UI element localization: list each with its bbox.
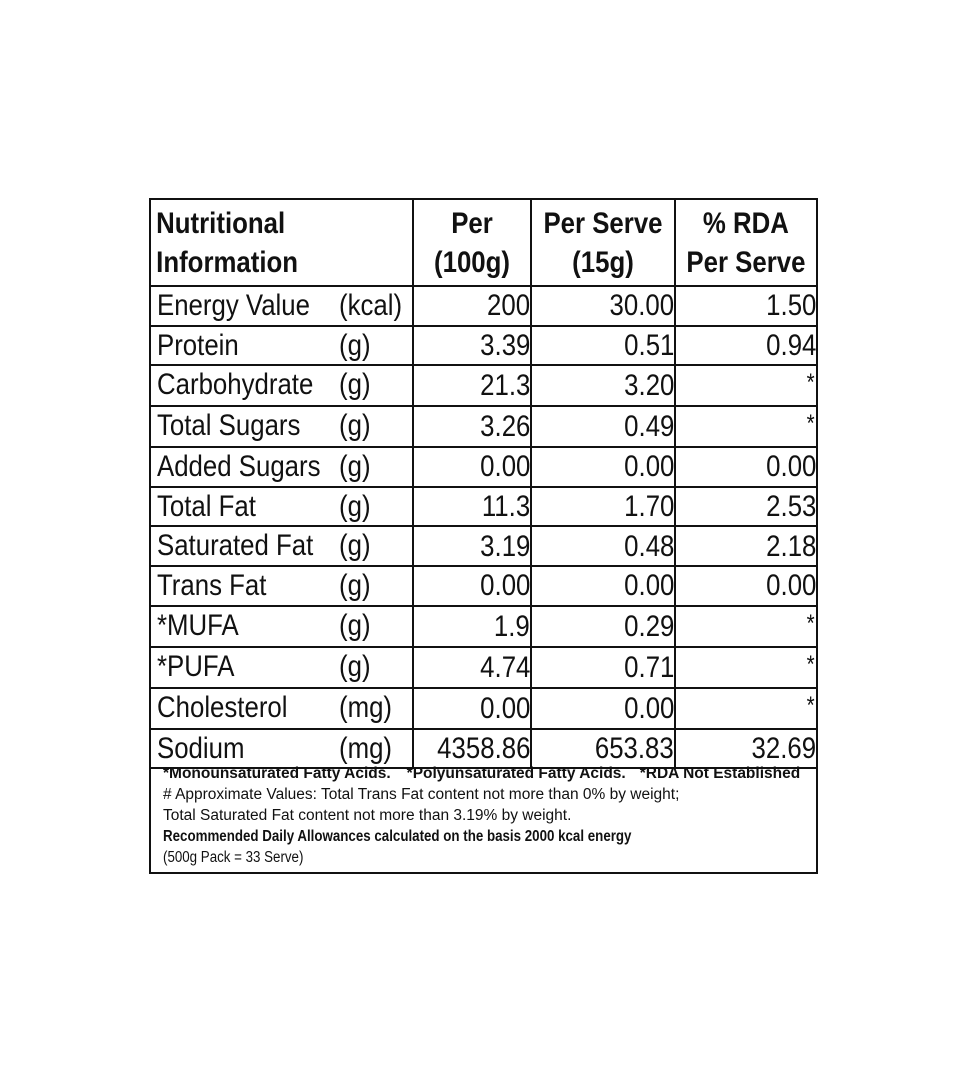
nutrient-name: Total Fat <box>157 489 256 523</box>
value-per-100g: 0.00 <box>413 566 531 606</box>
value-per-serve: 0.48 <box>531 526 675 566</box>
nutrient-unit: (mg) <box>339 731 393 765</box>
nutrient-unit: (g) <box>339 450 371 484</box>
value-rda: * <box>675 647 816 688</box>
value-rda: 32.69 <box>675 729 816 769</box>
nutrition-label <box>149 198 818 874</box>
value-rda: 0.94 <box>675 326 816 366</box>
value-per-100g: 3.26 <box>413 406 531 447</box>
nutrient-name: Saturated Fat <box>157 529 314 563</box>
value-per-serve: 0.49 <box>531 406 675 447</box>
footnote-rda-basis: Recommended Daily Allowances calculated on the basis 2000 kcal energy <box>163 828 632 845</box>
nutrient-unit: (mg) <box>339 690 393 724</box>
table-row <box>151 406 816 447</box>
value-per-serve: 0.00 <box>531 566 675 606</box>
value-per-100g: 3.19 <box>413 526 531 566</box>
footnote-mufa: *Monounsaturated Fatty Acids. <box>163 765 391 782</box>
table-row <box>151 688 816 729</box>
nutrient-name: Carbohydrate <box>157 368 314 402</box>
nutrient-unit: (kcal) <box>339 289 403 322</box>
nutrient-name-cell <box>151 286 413 326</box>
table-row <box>151 326 816 366</box>
footnote-approx-trans-fat: # Approximate Values: Total Trans Fat content not more than 0% by weight; <box>163 786 680 803</box>
table-header-row <box>151 200 816 286</box>
value-rda: 0.00 <box>675 447 816 487</box>
nutrient-name-cell <box>151 326 413 366</box>
value-per-serve: 0.51 <box>531 326 675 366</box>
nutrient-name-cell <box>151 647 413 688</box>
value-rda: 2.53 <box>675 487 816 527</box>
nutrition-table <box>151 200 816 769</box>
nutrient-name-cell <box>151 487 413 527</box>
footnote-definitions <box>163 763 813 784</box>
footnotes <box>163 763 813 868</box>
value-per-serve: 3.20 <box>531 365 675 406</box>
nutrient-name: Trans Fat <box>157 568 267 602</box>
table-row <box>151 566 816 606</box>
footnote-rda-not-established: *RDA Not Established <box>639 765 801 782</box>
value-per-100g: 4358.86 <box>413 729 531 769</box>
nutrient-name: Sodium <box>157 731 245 765</box>
value-per-100g: 200 <box>413 286 531 326</box>
value-per-100g: 11.3 <box>413 487 531 527</box>
value-per-serve: 0.29 <box>531 606 675 647</box>
nutrient-name: Energy Value <box>157 289 310 322</box>
value-per-serve: 30.00 <box>531 286 675 326</box>
table-row <box>151 606 816 647</box>
footnote-approx-saturated-fat: Total Saturated Fat content not more than 3.19% by weight. <box>163 807 572 824</box>
value-rda: 2.18 <box>675 526 816 566</box>
header-rda-per-serve: % RDA Per Serve <box>685 200 806 286</box>
value-rda: * <box>675 406 816 447</box>
table-row <box>151 447 816 487</box>
nutrient-unit: (g) <box>339 608 371 642</box>
value-per-100g: 0.00 <box>413 447 531 487</box>
value-rda: * <box>675 365 816 406</box>
value-rda: * <box>675 688 816 729</box>
nutrient-name: Protein <box>157 328 239 362</box>
table-row <box>151 647 816 688</box>
nutrient-unit: (g) <box>339 328 371 362</box>
nutrient-name-cell <box>151 688 413 729</box>
nutrient-name-cell <box>151 447 413 487</box>
nutrient-name-cell <box>151 606 413 647</box>
nutrient-unit: (g) <box>339 649 371 683</box>
nutrient-name-cell <box>151 526 413 566</box>
value-per-100g: 1.9 <box>413 606 531 647</box>
value-per-serve: 0.71 <box>531 647 675 688</box>
value-per-100g: 3.39 <box>413 326 531 366</box>
value-per-serve: 653.83 <box>531 729 675 769</box>
nutrient-name: *MUFA <box>157 608 239 642</box>
nutrient-unit: (g) <box>339 568 371 602</box>
header-per-100g: Per (100g) <box>421 200 522 286</box>
value-per-100g: 0.00 <box>413 688 531 729</box>
header-nutritional-information: Nutritional Information <box>151 200 376 286</box>
table-row <box>151 286 816 326</box>
nutrient-name: Cholesterol <box>157 690 288 724</box>
value-per-serve: 0.00 <box>531 688 675 729</box>
value-rda: * <box>675 606 816 647</box>
nutrient-unit: (g) <box>339 368 371 402</box>
nutrient-name: Total Sugars <box>157 409 301 443</box>
footnote-pack-size: (500g Pack = 33 Serve) <box>163 849 304 866</box>
value-per-serve: 0.00 <box>531 447 675 487</box>
nutrient-unit: (g) <box>339 409 371 443</box>
nutrient-name-cell <box>151 406 413 447</box>
value-per-serve: 1.70 <box>531 487 675 527</box>
nutrient-name-cell <box>151 365 413 406</box>
nutrient-name-cell <box>151 566 413 606</box>
table-row <box>151 365 816 406</box>
table-row <box>151 487 816 527</box>
value-per-100g: 21.3 <box>413 365 531 406</box>
header-per-serve: Per Serve (15g) <box>541 200 665 286</box>
nutrient-name: *PUFA <box>157 649 235 683</box>
footnote-pufa: *Polyunsaturated Fatty Acids. <box>406 765 626 782</box>
value-per-100g: 4.74 <box>413 647 531 688</box>
nutrient-unit: (g) <box>339 489 371 523</box>
value-rda: 0.00 <box>675 566 816 606</box>
value-rda: 1.50 <box>675 286 816 326</box>
nutrient-name: Added Sugars <box>157 450 321 484</box>
table-row <box>151 526 816 566</box>
nutrient-unit: (g) <box>339 529 371 563</box>
